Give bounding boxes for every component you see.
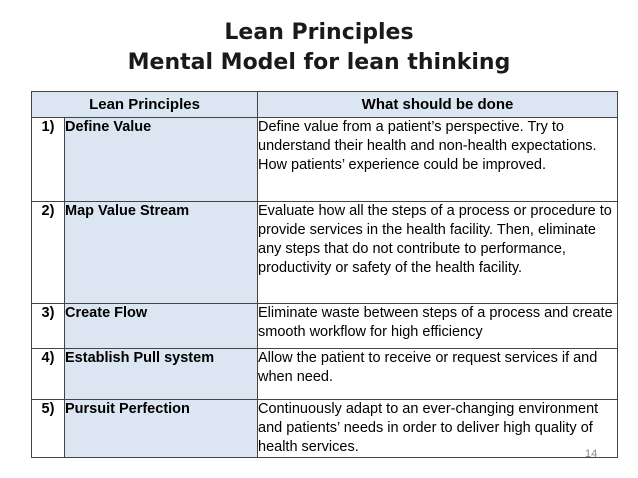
principle-action: Evaluate how all the steps of a process or procedure to provide services in the health facility. Then, eliminate any steps that do not contribute to performance, productivity or safety of the health facility. — [258, 202, 618, 304]
title-line-2: Mental Model for lean thinking — [127, 50, 511, 75]
principle-name: Define Value — [65, 118, 258, 202]
principle-action: Define value from a patient’s perspective. Try to understand their health and non-health expectations. How patients’ experience could be improved. — [258, 118, 618, 202]
principle-action: Allow the patient to receive or request services if and when need. — [258, 349, 618, 400]
lean-principles-table — [31, 91, 618, 458]
table-row — [32, 349, 618, 400]
table-row — [32, 400, 618, 458]
row-number: 2) — [32, 202, 65, 304]
header-lean-principles: Lean Principles — [32, 92, 258, 118]
table-header-row — [32, 92, 618, 118]
table-row — [32, 118, 618, 202]
principle-action: Continuously adapt to an ever-changing environment and patients’ needs in order to deliver high quality of health services. — [258, 400, 618, 458]
row-number: 5) — [32, 400, 65, 458]
table-row — [32, 304, 618, 349]
row-number: 1) — [32, 118, 65, 202]
principle-name: Map Value Stream — [65, 202, 258, 304]
row-number: 3) — [32, 304, 65, 349]
principle-name: Create Flow — [65, 304, 258, 349]
principle-action: Eliminate waste between steps of a process and create smooth workflow for high efficiency — [258, 304, 618, 349]
principle-name: Establish Pull system — [65, 349, 258, 400]
page-number: 14 — [585, 448, 598, 460]
header-what-should-be-done: What should be done — [258, 92, 618, 118]
row-number: 4) — [32, 349, 65, 400]
principle-name: Pursuit Perfection — [65, 400, 258, 458]
title-line-1: Lean Principles — [224, 20, 414, 45]
table-row — [32, 202, 618, 304]
slide-title — [0, 18, 638, 78]
